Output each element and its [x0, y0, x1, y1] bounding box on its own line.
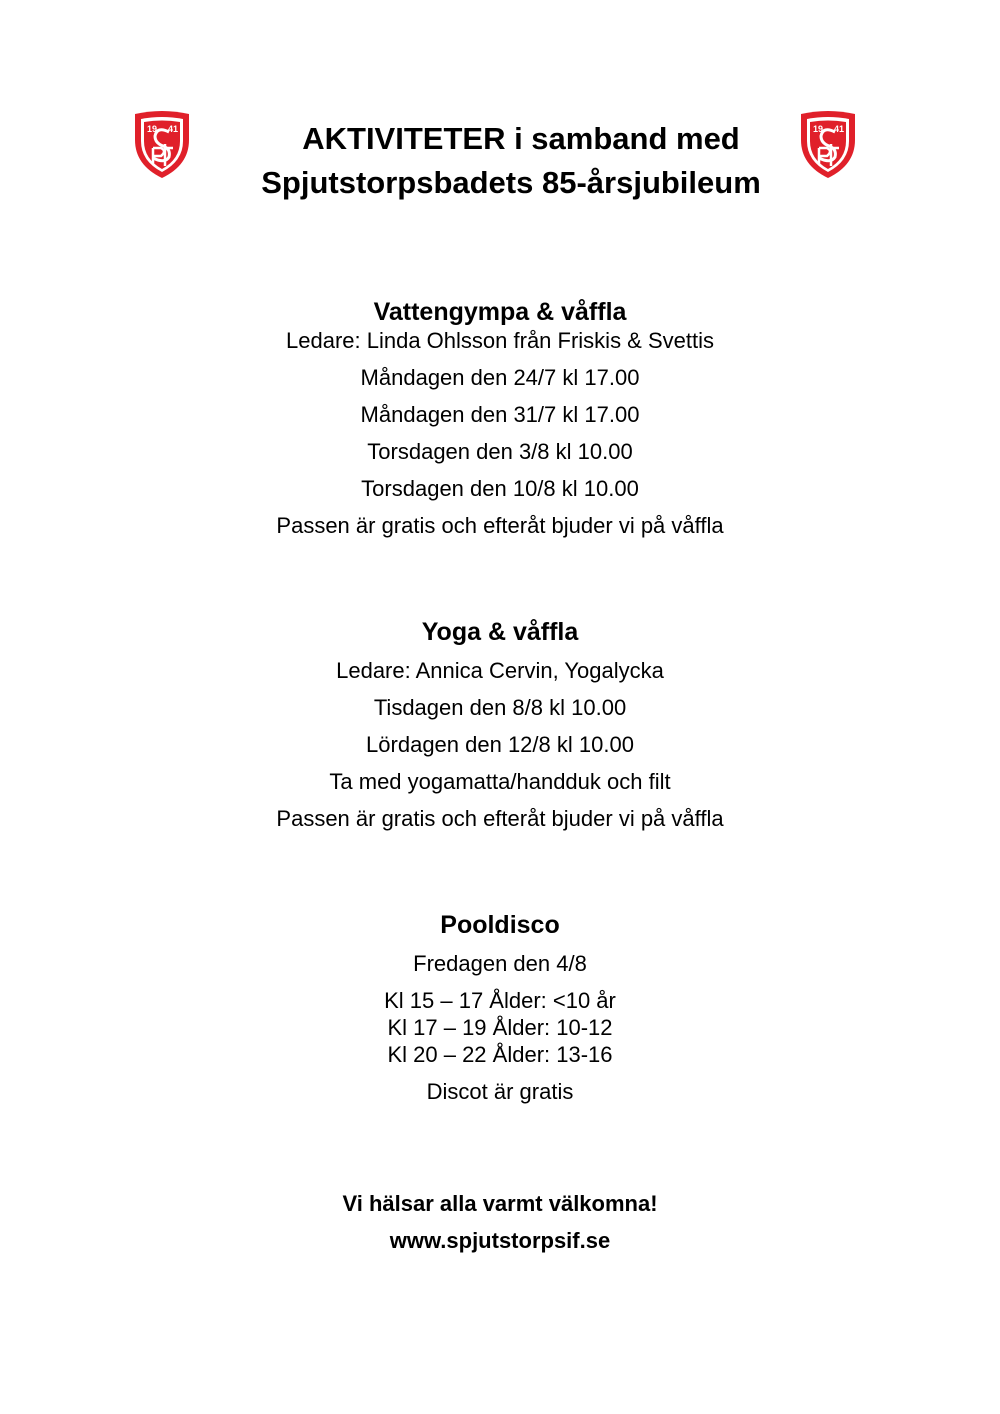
svg-text:41: 41: [168, 124, 179, 134]
footer-website-link[interactable]: www.spjutstorpsif.se: [389, 1228, 611, 1253]
section-heading-pooldisco: Pooldisco: [440, 911, 560, 939]
section-line: Torsdagen den 3/8 kl 10.00: [367, 439, 633, 464]
section-line: Ledare: Annica Cervin, Yogalycka: [336, 658, 664, 683]
section-line: Discot är gratis: [426, 1079, 574, 1104]
section-line: Kl 20 – 22 Ålder: 13-16: [387, 1042, 613, 1067]
section-heading-yoga: Yoga & våffla: [421, 618, 579, 646]
section-line: Måndagen den 31/7 kl 17.00: [360, 402, 640, 427]
svg-text:41: 41: [834, 124, 845, 134]
page-title-line1: AKTIVITETER i samband med: [302, 121, 740, 156]
section-line: Lördagen den 12/8 kl 10.00: [366, 732, 634, 757]
section-line: Kl 15 – 17 Ålder: <10 år: [384, 988, 616, 1013]
section-line: Måndagen den 24/7 kl 17.00: [360, 365, 640, 390]
svg-text:19: 19: [147, 124, 158, 134]
section-line: Tisdagen den 8/8 kl 10.00: [373, 695, 627, 720]
section-line: Passen är gratis och efteråt bjuder vi på våffla: [276, 806, 724, 831]
section-line: Kl 17 – 19 Ålder: 10-12: [387, 1015, 613, 1040]
page-title-line2: Spjutstorpsbadets 85-årsjubileum: [261, 165, 761, 200]
svg-text:19: 19: [813, 124, 824, 134]
section-line: Passen är gratis och efteråt bjuder vi på våffla: [276, 513, 724, 538]
section-line: Fredagen den 4/8: [413, 951, 587, 976]
section-line: Torsdagen den 10/8 kl 10.00: [361, 476, 639, 501]
section-heading-vattengympa: Vattengympa & våffla: [373, 298, 627, 326]
footer-greeting: Vi hälsar alla varmt välkomna!: [342, 1191, 658, 1216]
section-line: Ta med yogamatta/handduk och filt: [329, 769, 671, 794]
section-line: Ledare: Linda Ohlsson från Friskis & Svettis: [286, 328, 714, 353]
